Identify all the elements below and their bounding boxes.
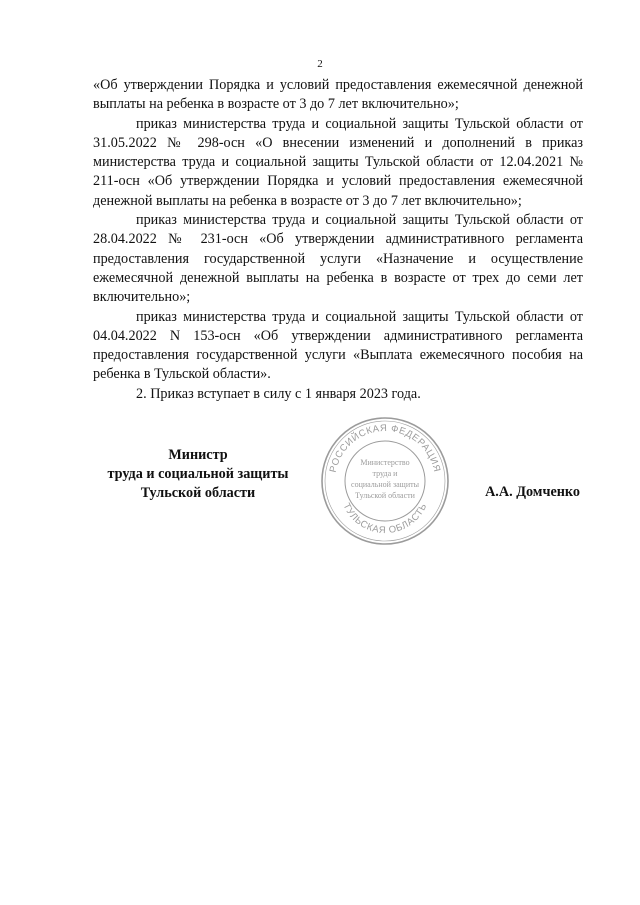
signer-position [78, 446, 318, 503]
paragraph-continuation: «Об утверждении Порядка и условий предоставления ежемесячной денежной выплаты на ребенка в возрасте от 3 до 7 лет включительно»; [93, 77, 583, 113]
stamp-outer-text: РОССИЙСКАЯ ФЕДЕРАЦИЯ [327, 422, 443, 474]
official-stamp-seal [318, 414, 452, 548]
signer-name: А.А. Домченко [485, 484, 580, 500]
document-body [93, 76, 583, 404]
stamp-inner-line: социальной защиты [351, 480, 419, 489]
signature-block [60, 422, 580, 540]
paragraph-order-298: приказ министерства труда и социальной защиты Тульской области от 31.05.2022 № 298-осн «О внесении изменений и дополнений в приказ министерства труда и социальной защиты Тульской области от 12.04.2021 № 211-осн «Об утверждении Порядка и условий предоставления ежемесячной денежной выплаты на ребенка в возрасте от 3 до 7 лет включительно»; [93, 115, 583, 209]
signer-position-line: Министр [168, 447, 228, 463]
stamp-bottom-text: ТУЛЬСКАЯ ОБЛАСТЬ [340, 501, 430, 537]
signer-position-line: труда и социальной защиты [107, 466, 289, 482]
page-number: 2 [317, 58, 323, 70]
paragraph-order-231: приказ министерства труда и социальной защиты Тульской области от 28.04.2022 № 231-осн «Об утверждении административного регламента предоставления государственной услуги «Назначение и осуществление ежемесячной денежной выплаты на ребенка в возрасте от трех до семи лет включительно»; [93, 212, 583, 306]
signer-position-line: Тульской области [140, 485, 256, 501]
stamp-inner-line: Тульской области [355, 491, 415, 500]
paragraph-order-153: приказ министерства труда и социальной защиты Тульской области от 04.04.2022 N 153-осн «Об утверждении административного регламента предоставления государственной услуги «Выплата ежемесячного пособия на ребенка в Тульской области». [93, 308, 583, 383]
stamp-inner-line: Министерство [360, 458, 410, 467]
paragraph-effective-date: 2. Приказ вступает в силу с 1 января 2023 года. [136, 385, 421, 402]
stamp-inner-line: труда и [372, 469, 398, 478]
